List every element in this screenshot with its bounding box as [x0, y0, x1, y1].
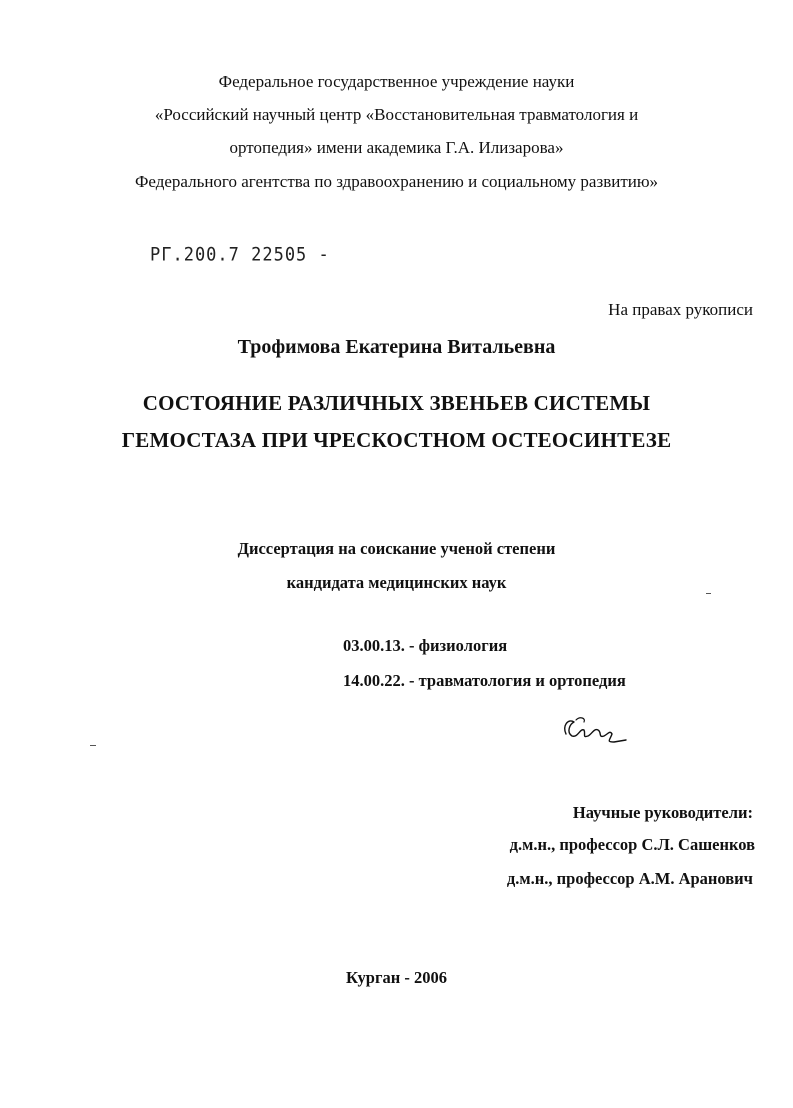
supervisor-name: д.м.н., профессор С.Л. Сашенков — [509, 835, 755, 854]
institution-line-4: Федерального агентства по здравоохранению и социальному развитию» — [134, 172, 659, 191]
author-name: Трофимова Екатерина Витальевна — [237, 336, 556, 358]
institution-line-3: ортопедия» имени академика Г.А. Илизарова» — [229, 138, 564, 157]
institution-line-2: «Российский научный центр «Восстановительная травматология и — [154, 105, 639, 124]
dissertation-title-line-2: ГЕМОСТАЗА ПРИ ЧРЕСКОСТНОМ ОСТЕОСИНТЕЗЕ — [121, 428, 672, 452]
degree-line-1: Диссертация на соискание ученой степени — [237, 539, 556, 558]
supervisor-name: д.м.н., профессор А.М. Аранович — [506, 869, 753, 888]
specialty-physiology: 03.00.13. - физиология — [343, 636, 508, 655]
registration-stamp: РГ.200.7 22505 - — [150, 244, 330, 266]
place-year: Курган - 2006 — [346, 968, 447, 987]
manuscript-rights-note: На правах рукописи — [608, 300, 753, 319]
scan-mark — [706, 593, 711, 594]
supervisors-heading: Научные руководители: — [572, 803, 753, 822]
specialty-traumatology: 14.00.22. - травматология и ортопедия — [343, 671, 626, 690]
handwritten-signature — [558, 712, 630, 748]
dissertation-title-line-1: СОСТОЯНИЕ РАЗЛИЧНЫХ ЗВЕНЬЕВ СИСТЕМЫ — [142, 391, 651, 415]
degree-line-2: кандидата медицинских наук — [286, 573, 507, 592]
institution-line-1: Федеральное государственное учреждение науки — [218, 72, 575, 91]
scan-mark — [90, 745, 96, 746]
